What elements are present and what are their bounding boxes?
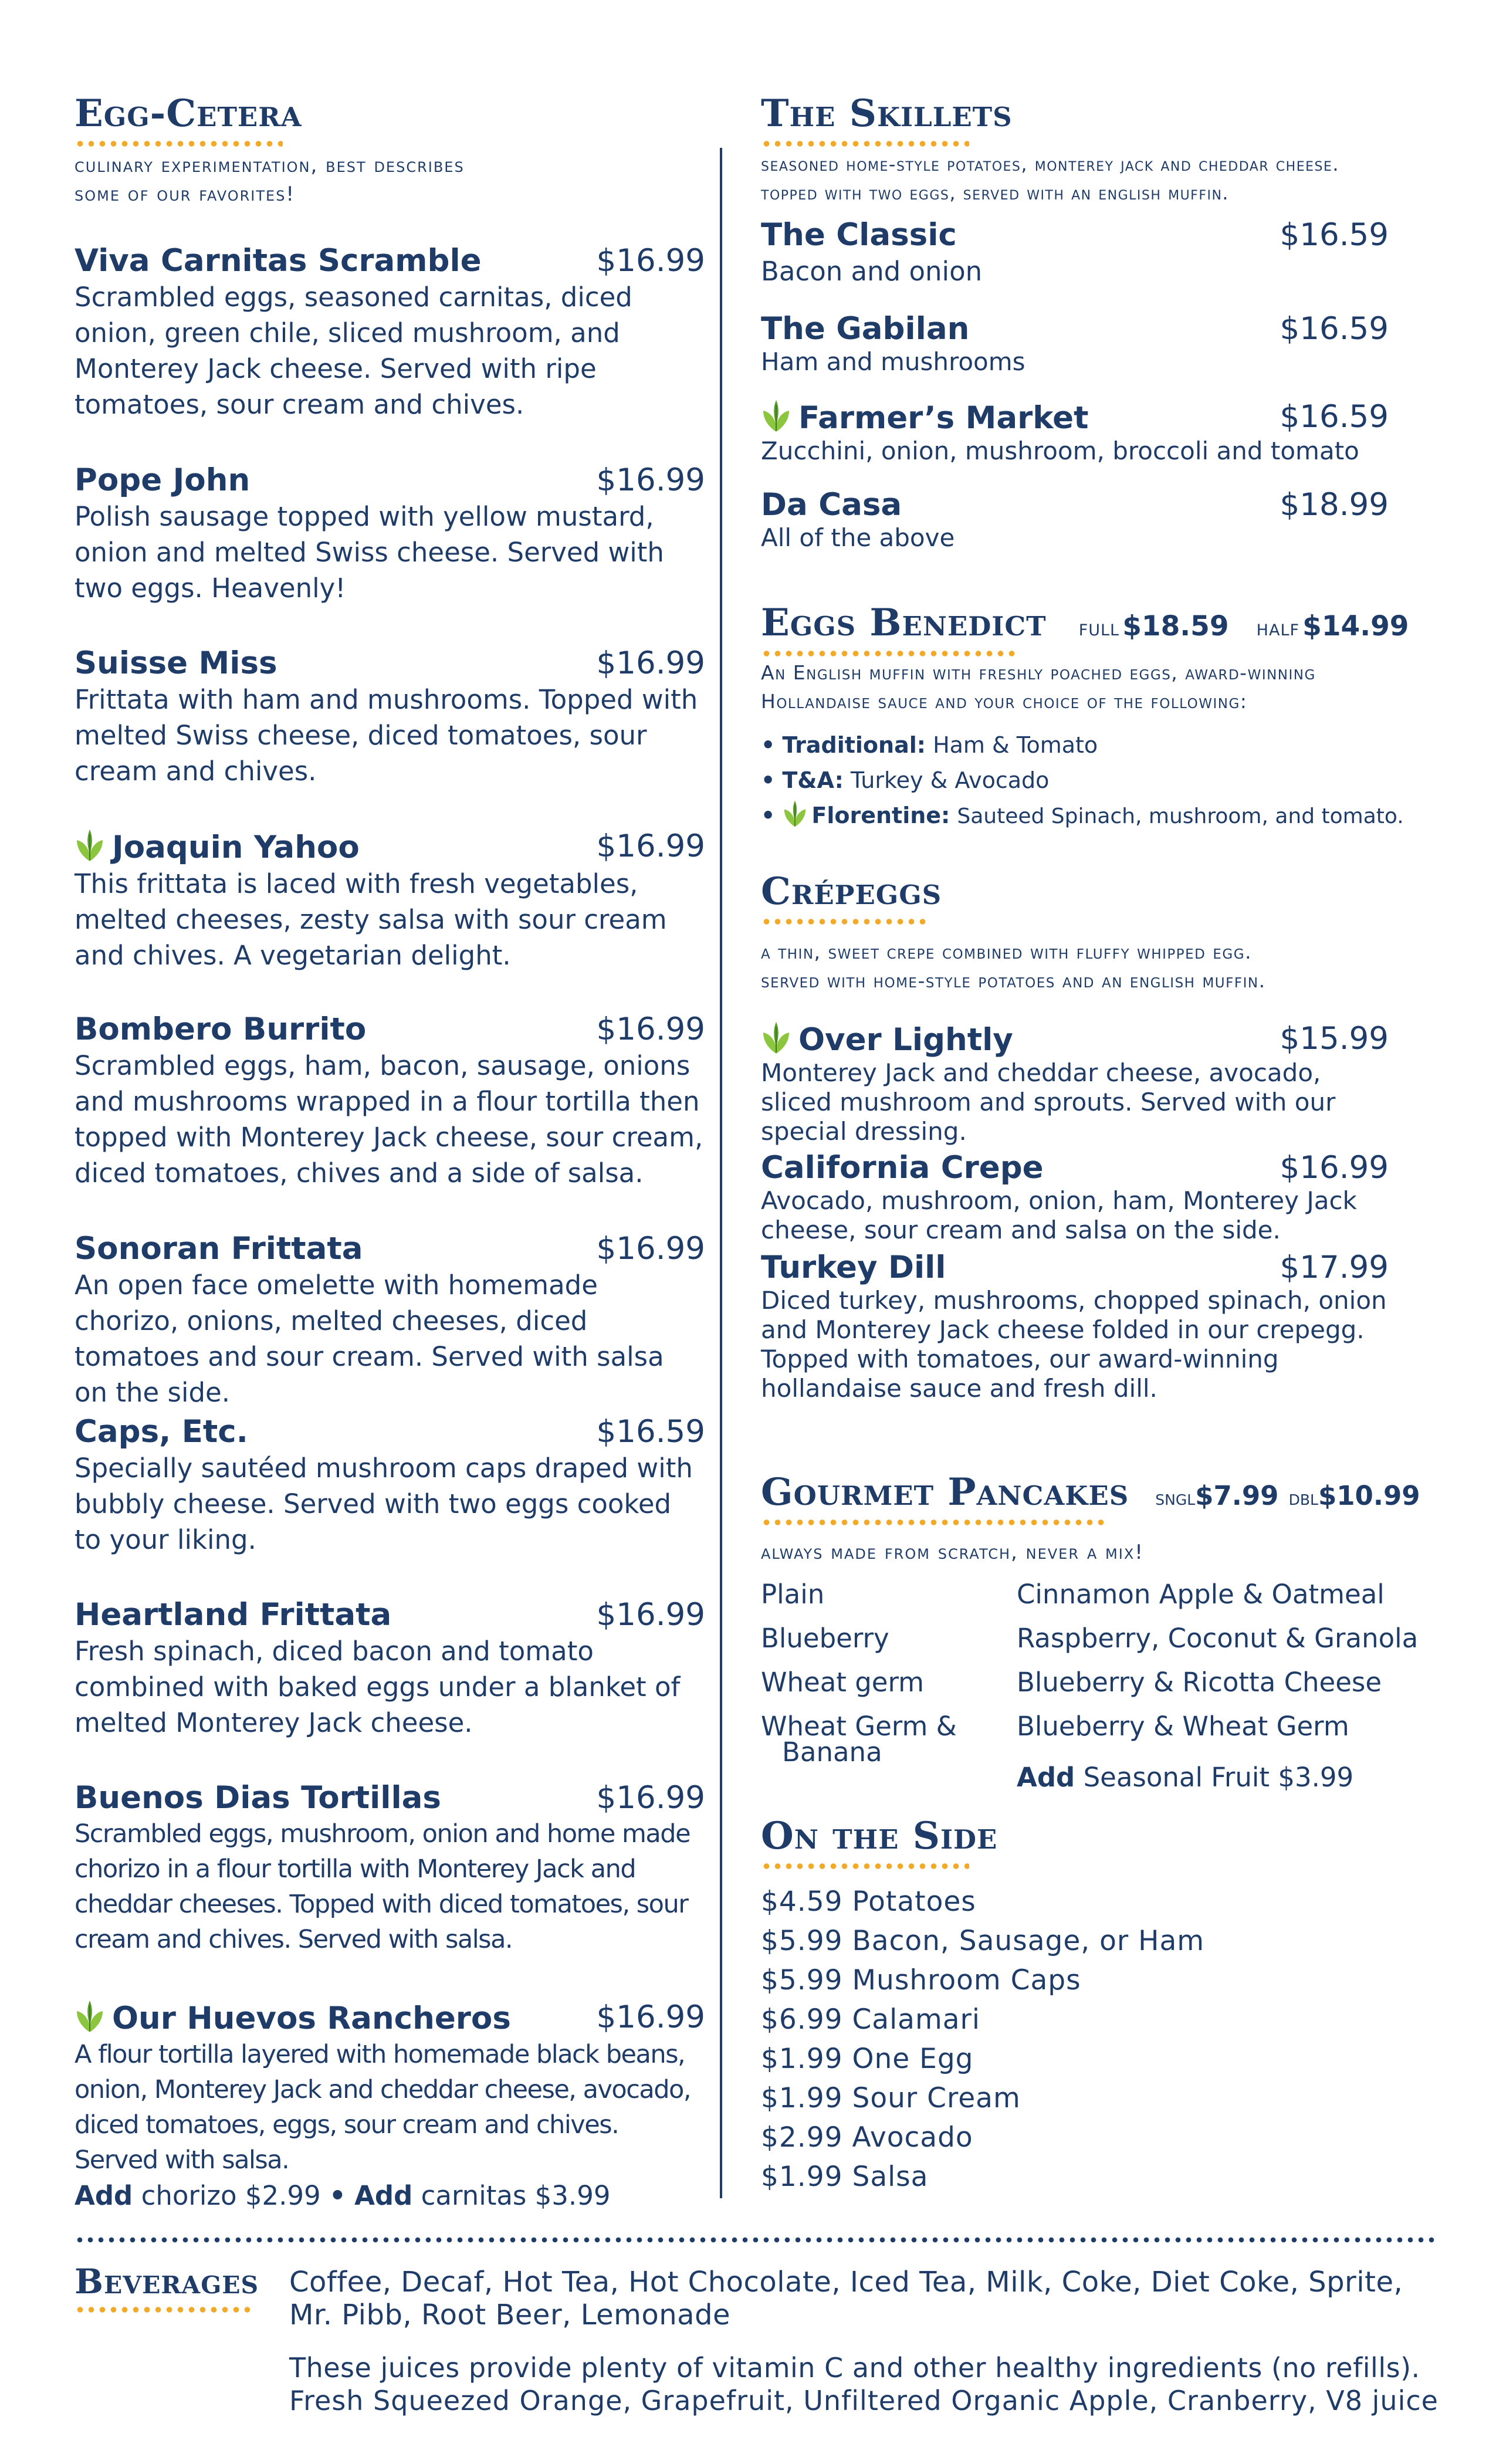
leaf-icon <box>761 399 791 433</box>
menu-item <box>761 217 1389 289</box>
juice-list: Fresh Squeezed Orange, Grapefruit, Unfiltered Organic Apple, Cranberry, V8 juice <box>289 2385 1439 2416</box>
item-description: Specially sautéed mushroom caps draped with bubbly cheese. Served with two eggs cooked to your liking. <box>75 1453 693 1555</box>
item-description: All of the above <box>761 523 955 552</box>
menu-item <box>75 462 705 606</box>
item-price: $18.99 <box>1280 487 1389 523</box>
item-name: Farmer’s Market <box>798 400 1089 436</box>
item-description: Diced turkey, mushrooms, chopped spinach, onion and Monterey Jack cheese folded in our crepegg. Topped with tomatoes, our award-winning hollandaise sauce and fresh dill. <box>761 1286 1387 1403</box>
list-item: $6.99 Calamari <box>761 2003 980 2036</box>
item-name: Buenos Dias Tortillas <box>75 1780 441 1816</box>
list-item: $1.99 Salsa <box>761 2161 929 2193</box>
item-price: $16.99 <box>1280 1150 1389 1186</box>
column-divider <box>720 148 722 2198</box>
menu-item <box>75 1414 705 1558</box>
list-item: Banana <box>782 1737 882 1768</box>
dotted-underline <box>761 1863 969 1869</box>
list-item: Plain <box>761 1579 825 1610</box>
benedict-header: Eggs Benedict full $18.59 half $14.99 <box>761 604 1441 656</box>
item-price: $16.99 <box>596 1780 705 1816</box>
skillets-header <box>761 92 1013 147</box>
item-name: Da Casa <box>761 487 902 523</box>
item-price: $16.99 <box>596 243 705 279</box>
menu-item <box>761 1021 1389 1146</box>
full-price: $18.59 <box>1122 610 1229 642</box>
dotted-underline <box>761 1519 1104 1525</box>
leaf-icon <box>75 828 105 862</box>
item-name: Our Huevos Rancheros <box>112 2001 511 2036</box>
addon-line: Add Seasonal Fruit $3.99 <box>1017 1762 1354 1793</box>
beverages-line: Mr. Pibb, Root Beer, Lemonade <box>289 2299 731 2331</box>
item-price: $16.59 <box>1280 311 1389 347</box>
menu-item <box>761 1250 1389 1403</box>
list-item: • Florentine: Sauteed Spinach, mushroom, and tomato. <box>761 798 1441 834</box>
menu-item <box>75 828 705 973</box>
single-price: $7.99 <box>1195 1480 1279 1511</box>
menu-item <box>75 645 705 789</box>
menu-item <box>75 1780 705 1957</box>
double-price: $10.99 <box>1318 1480 1420 1511</box>
dotted-underline <box>75 141 283 147</box>
section-title-crepeggs: Crépeggs <box>761 869 942 913</box>
item-name: Sonoran Frittata <box>75 1231 363 1267</box>
item-name: Turkey Dill <box>761 1250 946 1285</box>
item-description: Scrambled eggs, ham, bacon, sausage, onions and mushrooms wrapped in a flour tortilla then topped with Monterey Jack cheese, sour cream, diced tomatoes, chives and a side of salsa. <box>75 1050 703 1189</box>
item-price: $16.99 <box>596 1011 705 1047</box>
item-description: A flour tortilla layered with homemade black beans, onion, Monterey Jack and cheddar cheese, avocado, diced tomatoes, eggs, sour cream and chives. Served with salsa. <box>75 2040 691 2175</box>
skillets-subtitle: seasoned home-style potatoes, monterey jack and cheddar cheese. topped with two eggs, served with an english muffin. <box>761 153 1340 204</box>
list-item: Blueberry & Ricotta Cheese <box>1017 1667 1382 1698</box>
list-item: Blueberry & Wheat Germ <box>1017 1711 1349 1742</box>
list-item: Raspberry, Coconut & Granola <box>1017 1623 1419 1654</box>
menu-item <box>761 487 1389 553</box>
menu-item <box>75 1011 705 1191</box>
item-name: Over Lightly <box>798 1022 1013 1058</box>
pancakes-header: Gourmet Pancakes sngl$7.99 dbl$10.99 <box>761 1474 1441 1525</box>
sides-list <box>761 1882 1441 2196</box>
sides-header <box>761 1814 998 1869</box>
item-description: Fresh spinach, diced bacon and tomato combined with baked eggs under a blanket of melted Monterey Jack cheese. <box>75 1636 681 1738</box>
section-title-skillets: The Skillets <box>761 92 1013 136</box>
dotted-underline <box>761 651 1019 656</box>
pancakes-left-list <box>761 1572 1007 1768</box>
section-title-beverages: Beverages <box>75 2262 259 2301</box>
dotted-underline <box>761 919 928 925</box>
list-item: Wheat Germ & <box>761 1711 957 1742</box>
juice-line: These juices provide plenty of vitamin C and other healthy ingredients (no refills). <box>289 2352 1420 2384</box>
list-item: $5.99 Mushroom Caps <box>761 1964 1081 1996</box>
item-price: $16.59 <box>596 1414 705 1450</box>
item-price: $16.99 <box>596 1999 705 2035</box>
list-item: $5.99 Bacon, Sausage, or Ham <box>761 1925 1205 1957</box>
item-name: The Gabilan <box>761 311 970 347</box>
leaf-icon <box>782 800 808 828</box>
item-description: Bacon and onion <box>761 256 983 287</box>
item-price: $16.99 <box>596 645 705 681</box>
item-price: $16.59 <box>1280 399 1389 435</box>
item-description: Monterey Jack and cheddar cheese, avocado, sliced mushroom and sprouts. Served with our special dressing. <box>761 1058 1336 1146</box>
item-name: Pope John <box>75 462 251 498</box>
addon-line: Add chorizo $2.99 • Add carnitas $3.99 <box>75 2180 611 2211</box>
item-name: Joaquin Yahoo <box>112 830 360 865</box>
menu-item <box>75 1999 705 2213</box>
menu-item <box>75 1597 705 1741</box>
menu-item <box>761 311 1389 377</box>
egg-cetera-subtitle: culinary experimentation, best describes some of our favorites! <box>75 154 465 206</box>
item-description: An open face omelette with homemade chorizo, onions, melted cheeses, diced tomatoes and sour cream. Served with salsa on the side. <box>75 1270 664 1408</box>
crepeggs-subtitle: a thin, sweet crepe combined with fluffy whipped egg. served with home-style potatoes and an english muffin. <box>761 940 1266 992</box>
item-name: Viva Carnitas Scramble <box>75 243 482 279</box>
beverages-list <box>289 2266 1439 2417</box>
menu-item <box>75 243 705 422</box>
list-item: $4.59 Potatoes <box>761 1886 976 1918</box>
section-title-pancakes: Gourmet Pancakes <box>761 1470 1129 1514</box>
item-description: Scrambled eggs, mushroom, onion and home made chorizo in a flour tortilla with Monterey Jack and cheddar cheeses. Topped with diced tomatoes, sour cream and chives. Served with salsa. <box>75 1819 691 1954</box>
dotted-underline <box>761 141 969 147</box>
half-price: $14.99 <box>1302 610 1409 642</box>
item-description: Polish sausage topped with yellow mustard, onion and melted Swiss cheese. Served with two eggs. Heavenly! <box>75 501 664 604</box>
section-title-benedict: Eggs Benedict <box>761 601 1047 645</box>
item-description: Ham and mushrooms <box>761 347 1025 376</box>
section-title-egg-cetera: Egg-Cetera <box>75 92 302 136</box>
item-description: Frittata with ham and mushrooms. Topped with melted Swiss cheese, diced tomatoes, sour cream and chives. <box>75 684 698 787</box>
pancakes-right-list <box>1017 1572 1439 1799</box>
bottom-separator <box>75 2237 1436 2243</box>
beverages-line: Coffee, Decaf, Hot Tea, Hot Chocolate, Iced Tea, Milk, Coke, Diet Coke, Sprite, <box>289 2266 1403 2299</box>
item-description: Scrambled eggs, seasoned carnitas, diced onion, green chile, sliced mushroom, and Monterey Jack cheese. Served with ripe tomatoes, sour cream and chives. <box>75 282 632 420</box>
list-item: Blueberry <box>761 1623 889 1654</box>
item-price: $16.59 <box>1280 217 1389 253</box>
list-item: Wheat germ <box>761 1667 925 1698</box>
item-price: $16.99 <box>596 828 705 864</box>
crepeggs-header <box>761 869 942 925</box>
list-item: $1.99 One Egg <box>761 2043 974 2075</box>
list-item: • T&A: Turkey & Avocado <box>761 767 1050 793</box>
leaf-icon <box>761 1021 791 1055</box>
item-name: California Crepe <box>761 1150 1044 1186</box>
egg-cetera-header <box>75 92 302 147</box>
list-item: • Traditional: Ham & Tomato <box>761 732 1098 758</box>
list-item: Cinnamon Apple & Oatmeal <box>1017 1579 1385 1610</box>
benedict-subtitle: An English muffin with freshly poached eggs, award-winning Hollandaise sauce and your choice of the following: <box>761 661 1316 713</box>
item-price: $17.99 <box>1280 1250 1389 1285</box>
list-item: $1.99 Sour Cream <box>761 2082 1021 2114</box>
item-price: $16.99 <box>596 462 705 498</box>
item-description: Avocado, mushroom, onion, ham, Monterey Jack cheese, sour cream and salsa on the side. <box>761 1186 1357 1244</box>
list-item: $2.99 Avocado <box>761 2121 973 2154</box>
item-description: This frittata is laced with fresh vegetables, melted cheeses, zesty salsa with sour cream and chives. A vegetarian delight. <box>75 868 667 971</box>
item-price: $16.99 <box>596 1597 705 1633</box>
leaf-icon <box>75 1999 105 2033</box>
menu-item <box>761 399 1389 466</box>
item-price: $16.99 <box>596 1231 705 1267</box>
section-title-sides: On the Side <box>761 1814 998 1858</box>
benedict-options <box>761 727 1441 834</box>
item-name: Caps, Etc. <box>75 1414 248 1450</box>
menu-item <box>761 1150 1389 1245</box>
item-name: Bombero Burrito <box>75 1011 367 1047</box>
item-name: Suisse Miss <box>75 645 277 681</box>
dotted-underline <box>75 2307 253 2313</box>
item-name: Heartland Frittata <box>75 1597 392 1633</box>
menu-item <box>75 1231 705 1410</box>
item-price: $15.99 <box>1280 1021 1389 1057</box>
item-description: Zucchini, onion, mushroom, broccoli and tomato <box>761 436 1359 465</box>
item-name: The Classic <box>761 217 957 253</box>
pancakes-subtitle: always made from scratch, never a mix! <box>761 1541 1144 1564</box>
beverages-header <box>75 2262 259 2313</box>
